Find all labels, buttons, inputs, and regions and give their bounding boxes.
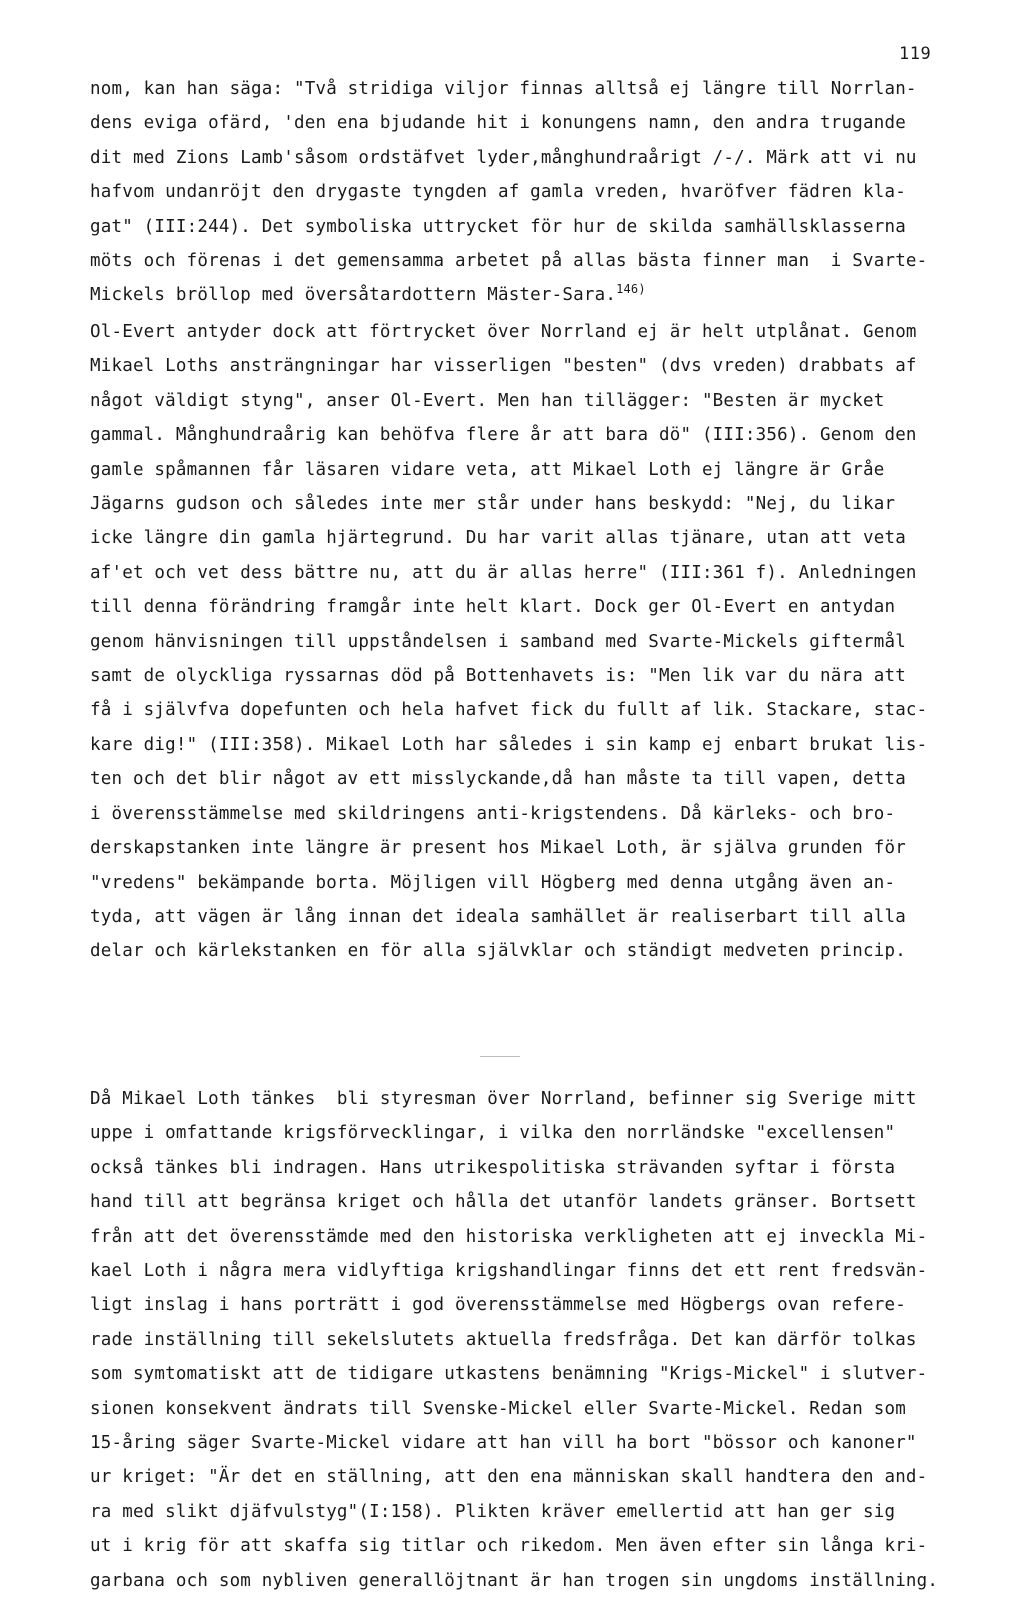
text-line: i överensstämmelse med skildringens anti-krigstendens. Då kärleks- och bro- <box>90 803 896 824</box>
text-line: 15-åring säger Svarte-Mickel vidare att han vill ha bort "bössor och kanoner" <box>90 1433 917 1454</box>
text-line: samt de olyckliga ryssarnas död på Bottenhavets is: "Men lik var du nära att <box>90 666 906 687</box>
section-divider <box>480 1056 520 1057</box>
page-number: 119 <box>899 44 932 64</box>
text-line: gamle spåmannen får läsaren vidare veta, att Mikael Loth ej längre är Gråe <box>90 459 885 480</box>
text-line: genom hänvisningen till uppståndelsen i samband med Svarte-Mickels giftermål <box>90 631 906 652</box>
text-line: till denna förändring framgår inte helt klart. Dock ger Ol-Evert en antydan <box>90 597 896 618</box>
text-line: gammal. Månghundraårig kan behöfva flere år att bara dö" (III:356). Genom den <box>90 425 917 446</box>
text-line: nom, kan han säga: "Två stridiga viljor finnas alltså ej längre till Norrlan- <box>90 79 917 99</box>
paragraph-1 <box>90 72 970 313</box>
text-line: få i självfva dopefunten och hela hafvet fick du fullt af lik. Stackare, stac- <box>90 700 928 721</box>
text-line: tyda, att vägen är lång innan det ideala samhället är realiserbart till alla <box>90 906 906 927</box>
paragraph-2 <box>90 315 970 969</box>
text-line: garbana och som nybliven generallöjtnant är han trogen sin ungdoms inställning. <box>90 1570 939 1591</box>
text-line: kare dig!" (III:358). Mikael Loth har således i sin kamp ej enbart brukat lis- <box>90 734 928 755</box>
text-line: Mickels bröllop med översåtardottern Mäster-Sara. <box>90 285 617 306</box>
text-line: icke längre din gamla hjärtegrund. Du har varit allas tjänare, utan att veta <box>90 528 906 549</box>
text-line: ut i krig för att skaffa sig titlar och rikedom. Men även efter sin långa kri- <box>90 1536 928 1557</box>
footnote-reference: 146) <box>616 282 646 297</box>
text-line: ur kriget: "Är det en ställning, att den ena människan skall handtera den and- <box>90 1467 928 1488</box>
text-line: Då Mikael Loth tänkes bli styresman över Norrland, befinner sig Sverige mitt <box>90 1089 917 1109</box>
text-line: Ol-Evert antyder dock att förtrycket över Norrland ej är helt utplånat. Genom <box>90 322 917 342</box>
text-line: ligt inslag i hans porträtt i god överensstämmelse med Högbergs ovan refere- <box>90 1295 906 1316</box>
text-line: hafvom undanröjt den drygaste tyngden af gamla vreden, hvaröfver fädren kla- <box>90 182 906 203</box>
text-line: som symtomatiskt att de tidigare utkastens benämning "Krigs-Mickel" i slutver- <box>90 1364 928 1385</box>
text-line: möts och förenas i det gemensamma arbetet på allas bästa finner man i Svarte- <box>90 251 928 272</box>
text-line: Jägarns gudson och således inte mer står under hans beskydd: "Nej, du likar <box>90 494 896 515</box>
text-line: ten och det blir något av ett misslyckande,då han måste ta till vapen, detta <box>90 769 906 790</box>
text-line: dens eviga ofärd, 'den ena bjudande hit i konungens namn, den andra trugande <box>90 113 906 134</box>
text-line: rade inställning till sekelslutets aktuella fredsfråga. Det kan därför tolkas <box>90 1329 917 1350</box>
text-line-with-footnote <box>90 278 970 312</box>
text-line: Mikael Loths ansträngningar har visserligen "besten" (dvs vreden) drabbats af <box>90 356 917 377</box>
text-line: af'et och vet dess bättre nu, att du är allas herre" (III:361 f). Anledningen <box>90 562 917 583</box>
text-line: uppe i omfattande krigsförvecklingar, i vilka den norrländske "excellensen" <box>90 1123 896 1144</box>
text-line: något väldigt styng", anser Ol-Evert. Men han tillägger: "Besten är mycket <box>90 390 885 411</box>
paragraph-3 <box>90 1082 970 1598</box>
text-line: kael Loth i några mera vidlyftiga krigshandlingar finns det ett rent fredsvän- <box>90 1261 928 1282</box>
text-line: "vredens" bekämpande borta. Möjligen vill Högberg med denna utgång även an- <box>90 872 896 893</box>
text-line: ra med slikt djäfvulstyg"(I:158). Plikten kräver emellertid att han ger sig <box>90 1501 896 1522</box>
text-line: delar och kärlekstanken en för alla självklar och ständigt medveten princip. <box>90 941 906 962</box>
text-line: sionen konsekvent ändrats till Svenske-Mickel eller Svarte-Mickel. Redan som <box>90 1398 906 1419</box>
text-line: dit med Zions Lamb'såsom ordstäfvet lyder,månghundraårigt /-/. Märk att vi nu <box>90 147 917 168</box>
text-line: från att det överensstämde med den historiska verkligheten att ej inveckla Mi- <box>90 1226 928 1247</box>
text-line: gat" (III:244). Det symboliska uttrycket för hur de skilda samhällsklasserna <box>90 216 906 237</box>
text-line: derskapstanken inte längre är present hos Mikael Loth, är själva grunden för <box>90 838 906 859</box>
text-line: också tänkes bli indragen. Hans utrikespolitiska strävanden syftar i första <box>90 1157 896 1178</box>
text-line: hand till att begränsa kriget och hålla det utanför landets gränser. Bortsett <box>90 1192 917 1213</box>
